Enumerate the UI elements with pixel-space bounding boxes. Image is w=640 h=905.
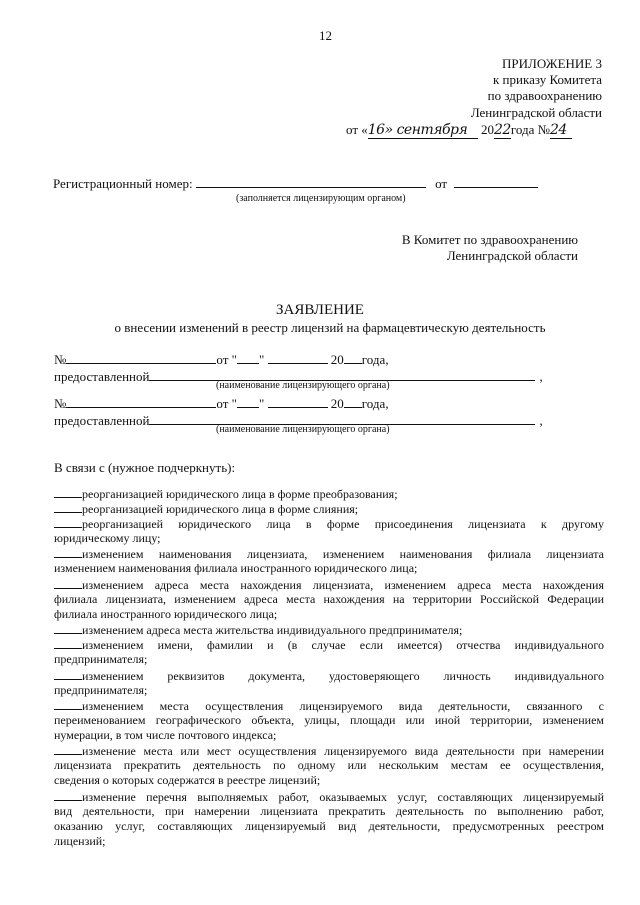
reason-11[interactable]: изменение перечня выполняемых работ, оказываемых услуг, составляющих лицензируемый	[54, 789, 604, 805]
reason-8[interactable]: изменением реквизитов документа, удостоверяющего личность индивидуального	[54, 668, 604, 684]
license-authority-hint-1: (наименование лицензирующего органа)	[216, 380, 390, 391]
reason-11-cont-1: вид деятельности, при намерении лицензиата прекратить деятельность по выполнению работ,	[54, 804, 604, 818]
reason-5-cont-1: филиала лицензиата, изменением адреса места нахождения на территории Российской Федерации	[54, 592, 604, 606]
appendix-line4: Ленинградской области	[470, 105, 602, 120]
reasons-intro: В связи с (нужное подчеркнуть):	[54, 460, 236, 475]
registration-from-label: от	[435, 176, 448, 191]
reason-8-cont: предпринимателя;	[54, 683, 148, 697]
license-number-line-1: № от " " 20 года,	[54, 352, 389, 367]
reason-1[interactable]: реорганизацией юридического лица в форме преобразования;	[54, 486, 398, 502]
license-issued-line-1: предоставленной ,	[54, 369, 543, 384]
reason-5-cont-2: филиала иностранного юридического лица;	[54, 607, 278, 621]
reason-9-cont-2: нумерации, в том числе почтового индекса;	[54, 728, 277, 742]
registration-line	[53, 176, 538, 192]
addressee-line1: В Комитет по здравоохранению	[401, 232, 578, 247]
reason-2[interactable]: реорганизацией юридического лица в форме слияния;	[54, 501, 358, 517]
reason-3-cont: юридическому лицу;	[54, 531, 161, 545]
reason-9-cont-1: переименованием географического объекта, улицы, площади или иной территории, изменением	[54, 713, 604, 727]
license-month-field-1[interactable]	[268, 352, 328, 364]
reason-10-cont-2: сведения о которых содержатся в реестре лицензий;	[54, 773, 321, 787]
page-number: 12	[319, 28, 332, 43]
handwritten-date: 16» сентября	[368, 122, 478, 139]
registration-number-field[interactable]	[196, 176, 426, 188]
license-day-field-2[interactable]	[237, 396, 259, 408]
appendix-line3: по здравоохранению	[487, 88, 602, 103]
license-number-field-2[interactable]	[66, 396, 216, 408]
reason-7[interactable]: изменением имени, фамилии и (в случае если имеется) отчества индивидуального	[54, 637, 604, 653]
reason-10-cont-1: лицензиата прекратить деятельность по одному или нескольким местам ее осуществления,	[54, 758, 604, 772]
reason-4[interactable]: изменением наименования лицензиата, изменением наименования филиала лицензиата	[54, 546, 604, 562]
appendix-title: ПРИЛОЖЕНИЕ 3	[502, 56, 602, 71]
reason-4-cont: изменением наименования филиала иностранного юридического лица;	[54, 561, 418, 575]
document-title: ЗАЯВЛЕНИЕ	[276, 302, 364, 318]
license-month-field-2[interactable]	[268, 396, 328, 408]
registration-date-field[interactable]	[454, 176, 538, 188]
reason-10[interactable]: изменение места или мест осуществления лицензируемого вида деятельности при намерении	[54, 743, 604, 759]
license-issued-line-2: предоставленной ,	[54, 413, 543, 428]
reason-6[interactable]: изменением адреса места жительства индивидуального предпринимателя;	[54, 622, 462, 638]
reason-3[interactable]: реорганизацией юридического лица в форме присоединения лицензиата к другому	[54, 516, 604, 532]
license-number-line-2: № от " " 20 года,	[54, 396, 389, 411]
license-number-field-1[interactable]	[66, 352, 216, 364]
addressee-line2: Ленинградской области	[446, 248, 578, 263]
reason-9[interactable]: изменением места осуществления лицензируемого вида деятельности, связанного с	[54, 698, 604, 714]
license-year-field-2[interactable]	[344, 396, 362, 408]
registration-label: Регистрационный номер:	[53, 176, 193, 191]
reason-11-cont-3: лицензий;	[54, 834, 106, 848]
appendix-date-line: от «16» сентября 2022года №24	[346, 122, 572, 139]
license-day-field-1[interactable]	[237, 352, 259, 364]
registration-hint: (заполняется лицензирующим органом)	[236, 193, 406, 204]
reason-11-cont-2: оказанию услуг, составляющих лицензируемый вид деятельности, предусмотренных реестром	[54, 819, 604, 833]
reason-7-cont: предпринимателя;	[54, 652, 148, 666]
document-subtitle: о внесении изменений в реестр лицензий на фармацевтическую деятельность	[114, 320, 546, 335]
reason-5[interactable]: изменением адреса места нахождения лицензиата, изменением адреса места нахождения	[54, 577, 604, 593]
license-year-field-1[interactable]	[344, 352, 362, 364]
license-authority-hint-2: (наименование лицензирующего органа)	[216, 424, 390, 435]
handwritten-year: 22	[494, 122, 511, 138]
appendix-line2: к приказу Комитета	[492, 72, 602, 87]
handwritten-number: 24	[550, 122, 572, 139]
